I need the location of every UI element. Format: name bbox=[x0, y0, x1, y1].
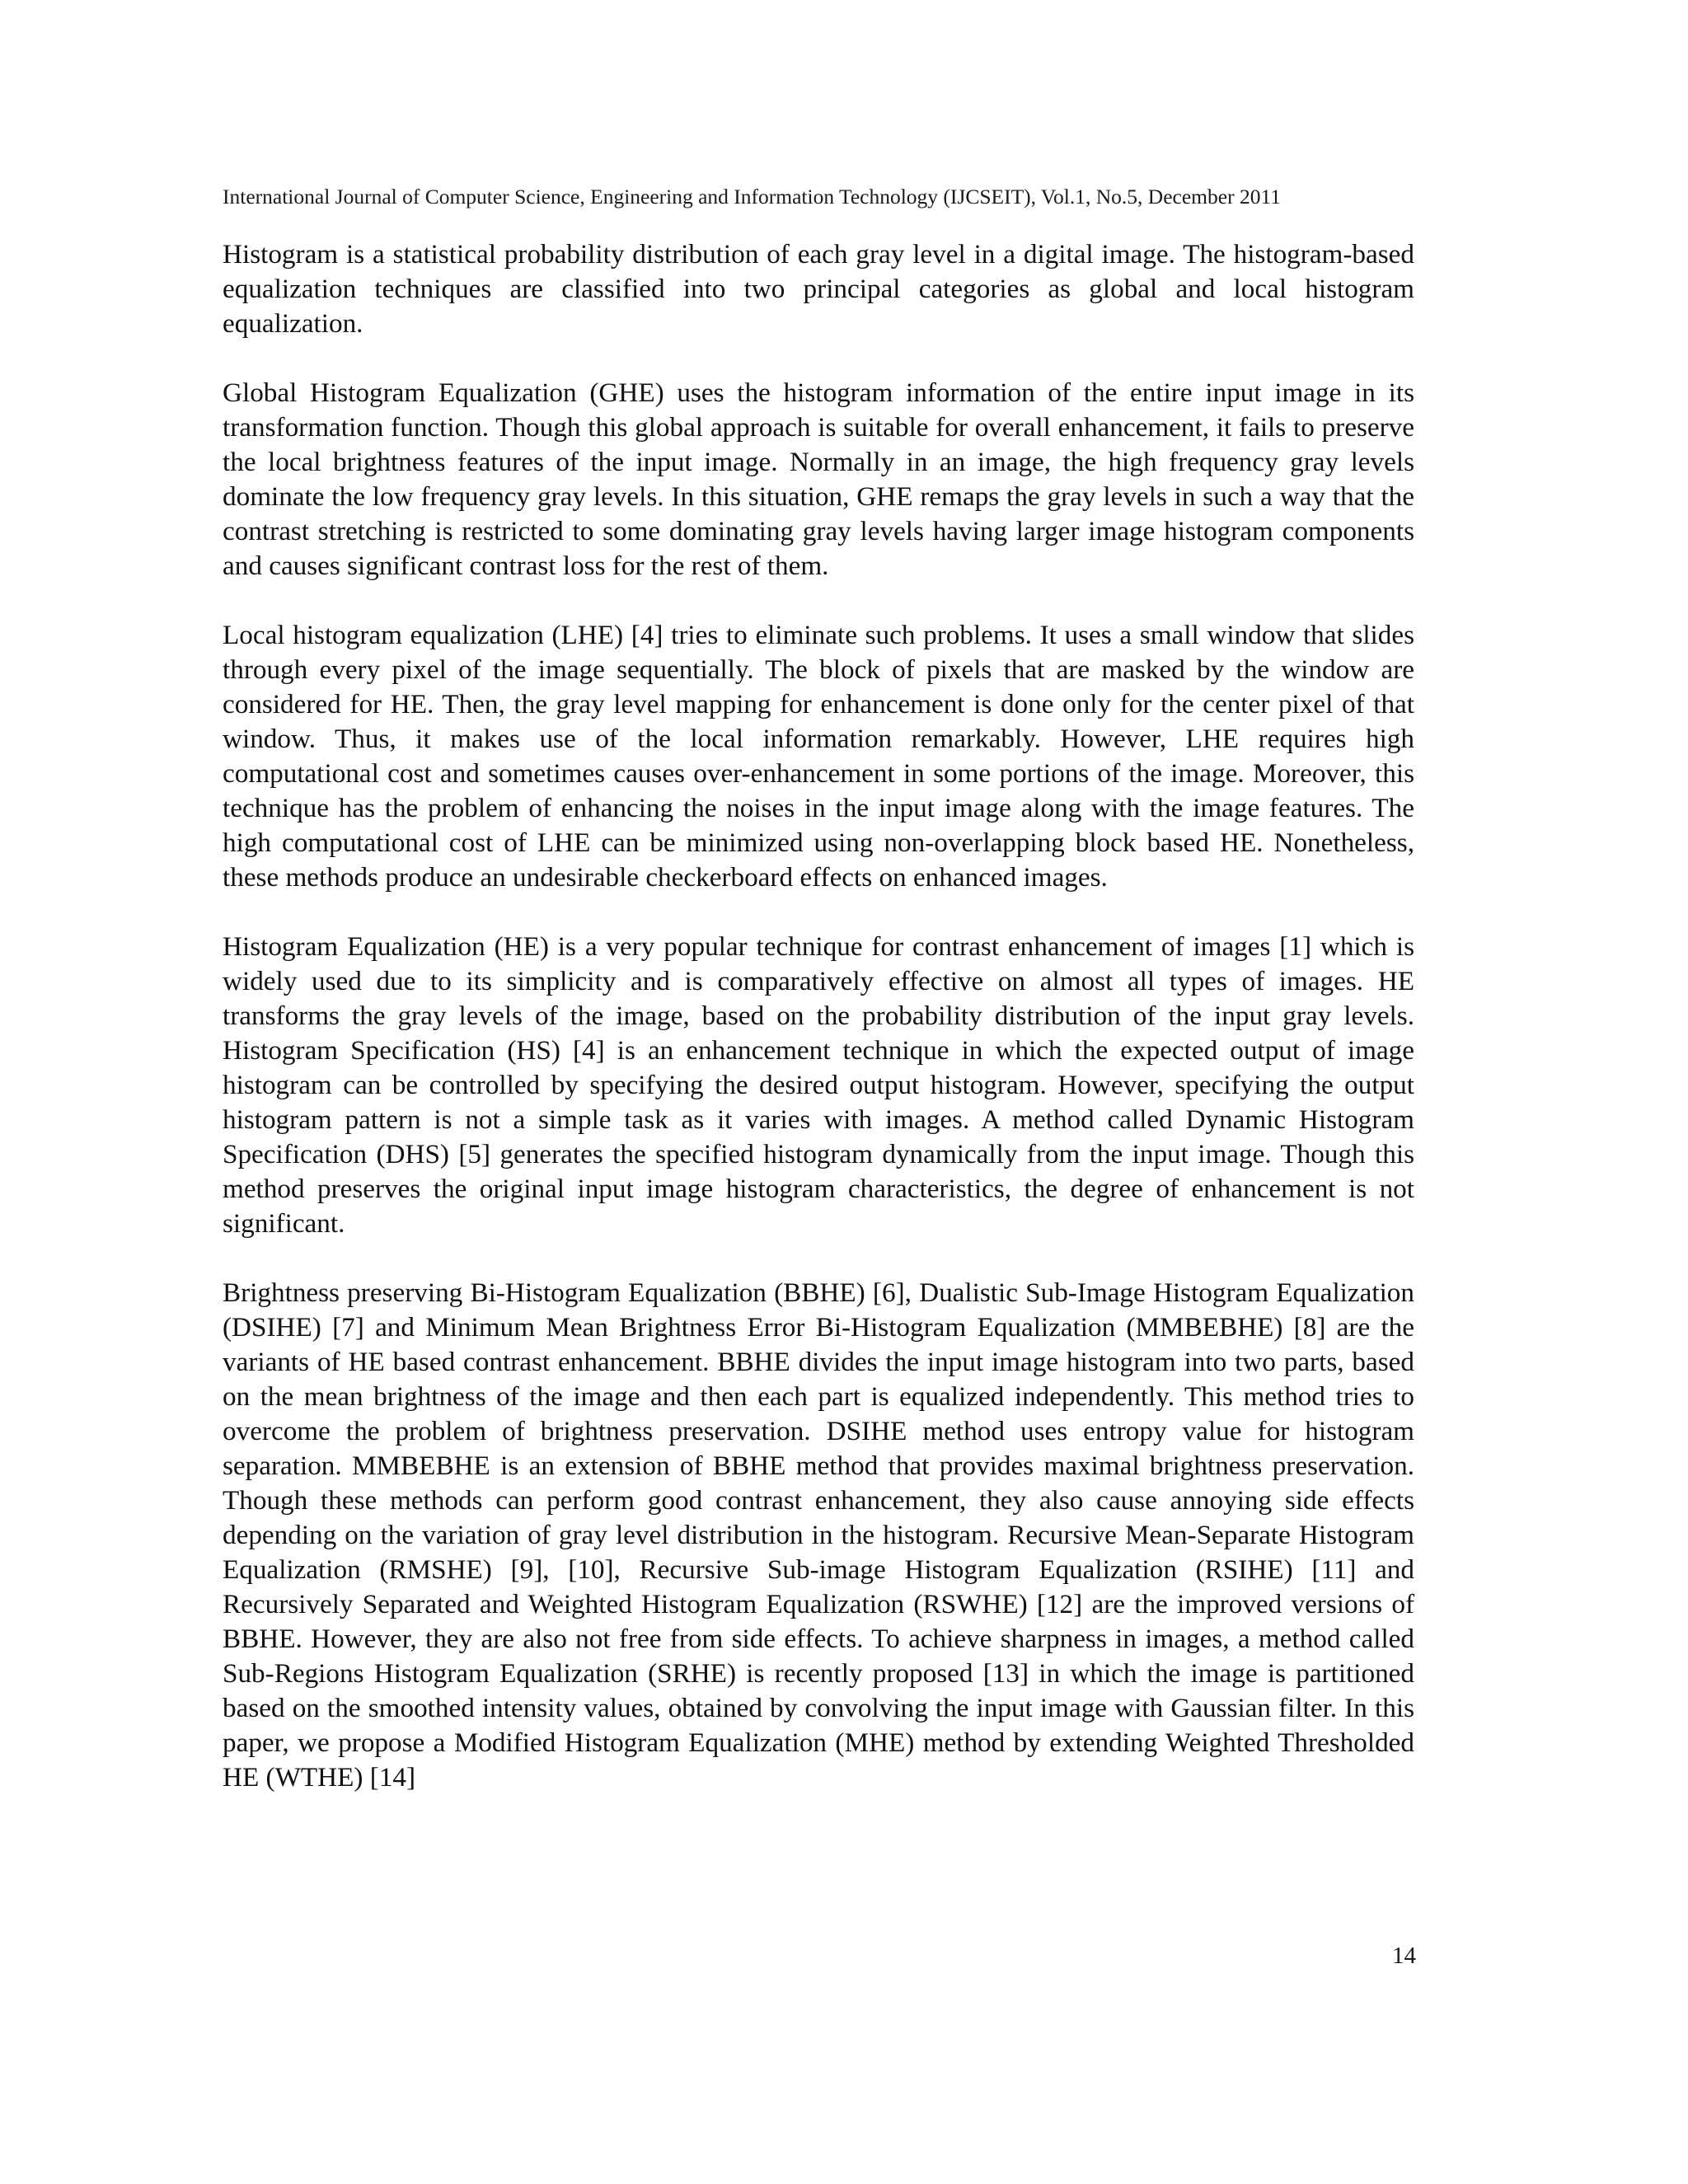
body-text bbox=[223, 237, 1414, 1795]
running-header: International Journal of Computer Science, Engineering and Information Technology (IJCSEIT), Vol.1, No.5, December 2011 bbox=[223, 185, 1282, 209]
paragraph-histogram-intro: Histogram is a statistical probability distribution of each gray level in a digital image. The histogram-based equalization techniques are classified into two principal categories as global and local histogram equalization. bbox=[223, 239, 1414, 339]
paragraph-bbhe-variants: Brightness preserving Bi-Histogram Equalization (BBHE) [6], Dualistic Sub-Image Histogram Equalization (DSIHE) [7] and Minimum Mean Brightness Error Bi-Histogram Equalization (MMBEBHE) [8] are the variants of HE based contrast enhancement. BBHE divides the input image histogram into two parts, based on the mean brightness of the image and then each part is equalized independently. This method tries to overcome the problem of brightness preservation. DSIHE method uses entropy value for histogram separation. MMBEBHE is an extension of BBHE method that provides maximal brightness preservation. Though these methods can perform good contrast enhancement, they also cause annoying side effects depending on the variation of gray level distribution in the histogram. Recursive Mean-Separate Histogram Equalization (RMSHE) [9], [10], Recursive Sub-image Histogram Equalization (RSIHE) [11] and Recursively Separated and Weighted Histogram Equalization (RSWHE) [12] are the improved versions of BBHE. However, they are also not free from side effects. To achieve sharpness in images, a method called Sub-Regions Histogram Equalization (SRHE) is recently proposed [13] in which the image is partitioned based on the smoothed intensity values, obtained by convolving the input image with Gaussian filter. In this paper, we propose a Modified Histogram Equalization (MHE) method by extending Weighted Thresholded HE (WTHE) [14] bbox=[223, 1277, 1414, 1793]
page-number: 14 bbox=[1392, 1943, 1416, 1969]
paragraph-global-he: Global Histogram Equalization (GHE) uses the histogram information of the entire input image in its transformation function. Though this global approach is suitable for overall enhancement, it fails to preserve the local brightness features of the input image. Normally in an image, the high frequency gray levels dominate the low frequency gray levels. In this situation, GHE remaps the gray levels in such a way that the contrast stretching is restricted to some dominating gray levels having larger image histogram components and causes significant contrast loss for the rest of them. bbox=[223, 377, 1414, 581]
paragraph-he-overview: Histogram Equalization (HE) is a very popular technique for contrast enhancement of images [1] which is widely used due to its simplicity and is comparatively effective on almost all types of images. HE transforms the gray levels of the image, based on the probability distribution of the input gray levels. Histogram Specification (HS) [4] is an enhancement technique in which the expected output of image histogram can be controlled by specifying the desired output histogram. However, specifying the output histogram pattern is not a simple task as it varies with images. A method called Dynamic Histogram Specification (DHS) [5] generates the specified histogram dynamically from the input image. Though this method preserves the original input image histogram characteristics, the degree of enhancement is not significant. bbox=[223, 931, 1414, 1239]
paragraph-local-he: Local histogram equalization (LHE) [4] tries to eliminate such problems. It uses a small window that slides through every pixel of the image sequentially. The block of pixels that are masked by the window are considered for HE. Then, the gray level mapping for enhancement is done only for the center pixel of that window. Thus, it makes use of the local information remarkably. However, LHE requires high computational cost and sometimes causes over-enhancement in some portions of the image. Moreover, this technique has the problem of enhancing the noises in the input image along with the image features. The high computational cost of LHE can be minimized using non-overlapping block based HE. Nonetheless, these methods produce an undesirable checkerboard effects on enhanced images. bbox=[223, 620, 1414, 893]
